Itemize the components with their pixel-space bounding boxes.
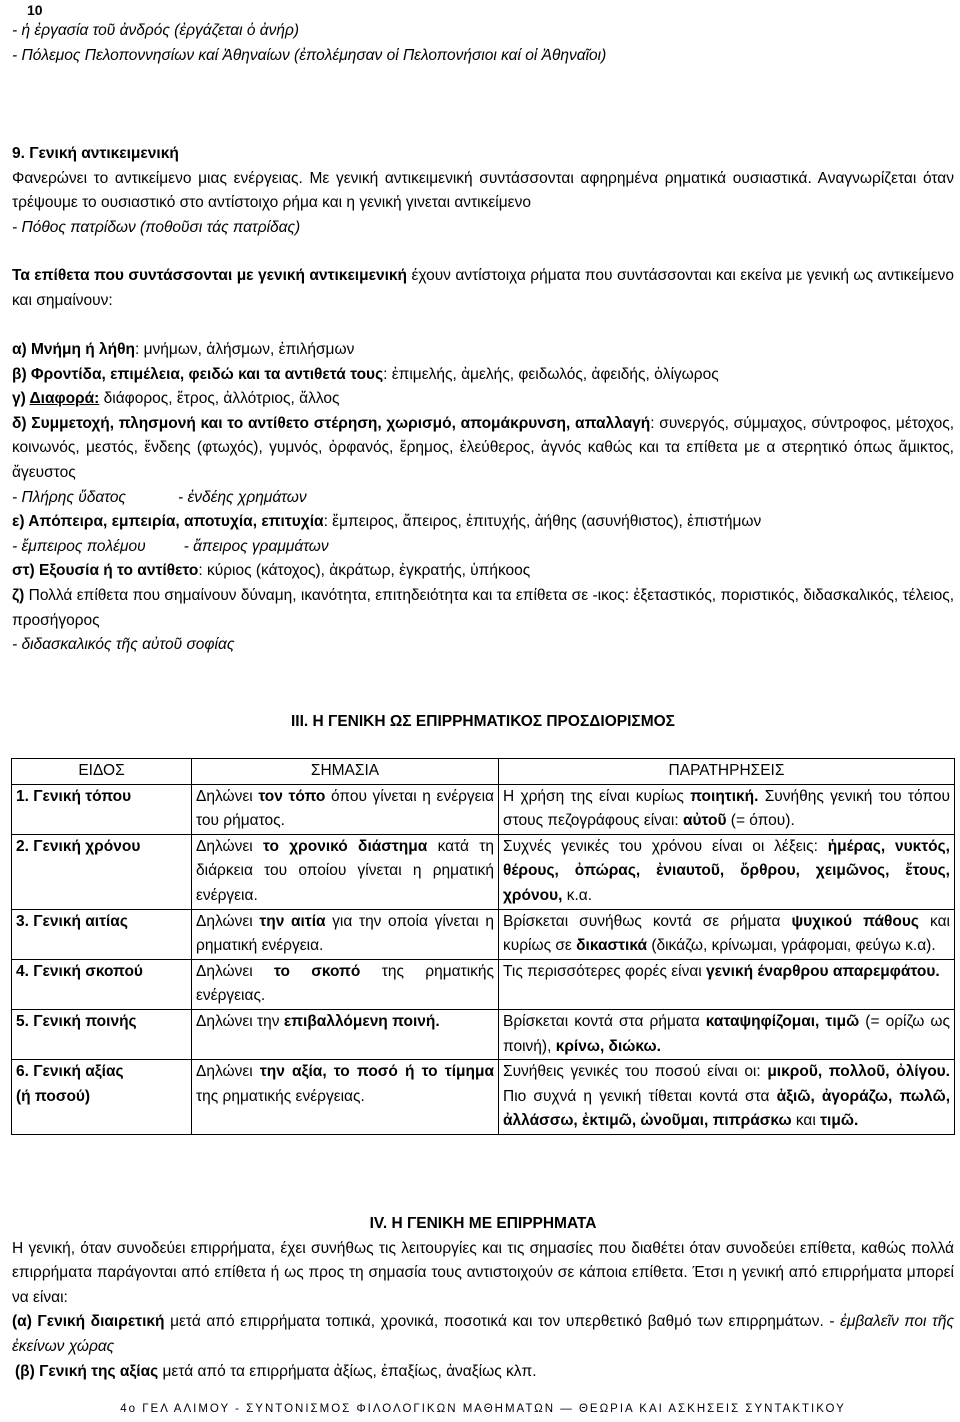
intro-examples xyxy=(12,19,954,68)
table-row xyxy=(12,909,955,959)
kind-cell: 6. Γενική αξίας (ή ποσού) xyxy=(12,1060,192,1135)
section-4-item-a-text: μετά από επιρρήματα τοπικά, χρονικά, ποσοτικά και τον υπερθετικό βαθμό των επιρρημάτων. - xyxy=(164,1313,841,1331)
item-e-label: ε) Απόπειρα, εμπειρία, αποτυχία, επιτυχία xyxy=(12,513,324,531)
item-d-examples xyxy=(12,486,954,511)
table-row xyxy=(12,834,955,909)
item-a-label: α) Μνήμη ή λήθη xyxy=(12,341,135,358)
item-d-label: δ) Συμμετοχή, πλησμονή και το αντίθετο στέρηση, χωρισμό, απομάκρυνση, απαλλαγή xyxy=(12,414,651,432)
adjectives-intro-bold: Τα επίθετα που συντάσσονται με γενική αντικειμενική xyxy=(12,267,407,284)
item-d-text: : συνεργός, σύμμαχος, σύντροφος, μέτοχος, κοινωνός, μεστός, ἔνδεης (φτωχός), γυμνός, ὀρφανός, ἔρημος, ἐλεύθερος, ἁγνός καθώς και τα επίθετα με α στερητικό όπως ἄμικτος, ἄγευστος xyxy=(12,414,955,481)
kind-cell: 2. Γενική χρόνου xyxy=(12,834,192,909)
section-4-item-b-text: μετά από τα επιρρήματα ἀξίως, ἐπαξίως, ἀναξίως κλπ. xyxy=(158,1362,537,1380)
item-z-example: - διδασκαλικός τῆς αὐτοῦ σοφίας xyxy=(12,636,235,654)
adjectives-block xyxy=(12,264,954,313)
item-z-label: ζ) xyxy=(12,586,25,604)
notes-cell: Βρίσκεται συνήθως κοντά σε ρήματα ψυχικού πάθους και κυρίως σε δικαστικά (δικάζω, κρίνωμαι, γράφομαι, φεύγω κ.α). xyxy=(499,909,955,959)
meaning-cell: Δηλώνει το σκοπό της ρηματικής ενέργειας. xyxy=(192,959,499,1009)
section-4-item-a-label: (α) Γενική διαιρετική xyxy=(12,1313,165,1331)
section-9 xyxy=(12,142,954,240)
adjectives-intro-rest: έχουν αντίστοιχα ρήματα που συντάσσονται και εκείνα με γενική ως αντικείμενο και σημαίνουν: xyxy=(12,267,954,309)
table-row xyxy=(12,959,955,1009)
item-e-examples xyxy=(12,535,954,560)
notes-cell: Συνήθεις γενικές του ποσού είναι οι: μικροῦ, πολλοῦ, ὀλίγου. Πιο συχνά η γενική τίθεται κοντά στα ἀξιῶ, ἀγοράζω, πωλῶ, ἀλλάσσω, ἐκτιμῶ, ὠνοῦμαι, πιπράσκω και τιμῶ. xyxy=(499,1060,955,1135)
kind-cell: 1. Γενική τόπου xyxy=(12,784,192,834)
notes-cell: Τις περισσότερες φορές είναι γενική έναρθρου απαρεμφάτου. xyxy=(499,959,955,1009)
section-4-title: IV. Η ΓΕΝΙΚΗ ΜΕ ΕΠΙΡΡΗΜΑΤΑ xyxy=(369,1215,597,1232)
meaning-cell: Δηλώνει την επιβαλλόμενη ποινή. xyxy=(192,1009,499,1059)
section-4-item-b-label: (β) Γενική της αξίας xyxy=(15,1362,159,1380)
section-4-body: Η γενική, όταν συνοδεύει επιρρήματα, έχει συνήθως τις λειτουργίες και τις σημασίες που διαθέτει όταν συνοδεύει επίθετα, καθώς πολλά επιρρήματα παράγονται από επίθετα ή ως προς τη σημασία τους αντιστοιχούν σε κάποια επίθετα. Έτσι η γενική από επιρρήματα μπορεί να είναι: xyxy=(12,1239,954,1306)
example-line: - ἡ ἐργασία τοῦ ἀνδρός (ἐργάζεται ὁ ἀνήρ) xyxy=(12,22,299,39)
table-header-cell: ΕΙΔΟΣ xyxy=(12,759,192,785)
genitive-table xyxy=(11,758,955,1135)
meaning-cell: Δηλώνει το χρονικό διάστημα κατά τη διάρκεια του οποίου γίνεται η ρηματική ενέργεια. xyxy=(192,834,499,909)
section-9-title: 9. Γενική αντικειμενική xyxy=(12,145,179,162)
item-a-text: : μνήμων, ἀλήσμων, ἐπιλήσμων xyxy=(134,341,355,358)
item-e xyxy=(12,510,954,535)
page-footer: 4ο ΓΕΛ ΑΛΙΜΟΥ - ΣΥΝΤΟΝΙΣΜΟΣ ΦΙΛΟΛΟΓΙΚΩΝ ΜΑΘΗΜΑΤΩΝ — ΘΕΩΡΙΑ ΚΑΙ ΑΣΚΗΣΕΙΣ ΣΥΝΤΑΚΤΙΚΟΥ xyxy=(120,1403,846,1415)
section-4-item-a-example: ἐμβαλεῖν ποι τῆς ἐκείνων χώρας xyxy=(12,1313,955,1355)
item-z-text: Πολλά επίθετα που σημαίνουν δύναμη, ικανότητα, επιτηδειότητα και τα επίθετα σε -ικος: ἐξεταστικός, ποριστικός, διδασκαλικός, τέλειος, προσήγορος xyxy=(12,586,954,629)
item-e-text: : ἔμπειρος, ἄπειρος, ἐπιτυχής, ἀήθης (ασυνήθιστος), ἐπιστήμων xyxy=(323,513,762,531)
table-row xyxy=(12,784,955,834)
meaning-cell: Δηλώνει την αιτία για την οποία γίνεται η ρηματική ενέργεια. xyxy=(192,909,499,959)
item-e-example-2: - ἄπειρος γραμμάτων xyxy=(183,537,329,555)
item-d xyxy=(12,412,954,486)
notes-cell: Η χρήση της είναι κυρίως ποιητική. Συνήθης γενική του τόπου στους πεζογράφους είναι: αὐτοῦ (= όπου). xyxy=(499,784,955,834)
item-st-label: στ) Εξουσία ή το αντίθετο xyxy=(12,562,199,580)
kind-cell: 5. Γενική ποινής xyxy=(12,1009,192,1059)
section-4 xyxy=(12,1212,954,1384)
kind-cell: 4. Γενική σκοπού xyxy=(12,959,192,1009)
section-4-item-b xyxy=(12,1360,954,1385)
item-b-label: β) Φροντίδα, επιμέλεια, φειδώ και τα αντιθετά τους xyxy=(12,365,384,383)
item-d-example-1: - Πλήρης ὕδατος xyxy=(12,488,126,506)
table-header-row xyxy=(12,759,955,785)
notes-cell: Βρίσκεται κοντά στα ρήματα καταψηφίζομαι, τιμῶ (= ορίζω ως ποινή), κρίνω, διώκω. xyxy=(499,1009,955,1059)
item-z xyxy=(12,584,954,633)
item-e-example-1: - ἔμπειρος πολέμου xyxy=(12,537,146,555)
page-number: 10 xyxy=(27,2,43,18)
table-row xyxy=(12,1060,955,1135)
section-9-example: - Πόθος πατρίδων (ποθοῦσι τάς πατρίδας) xyxy=(12,218,301,236)
section-3-title: ΙΙΙ. Η ΓΕΝΙΚΗ ΩΣ ΕΠΙΡΡΗΜΑΤΙΚΟΣ ΠΡΟΣΔΙΟΡΙΣΜΟΣ xyxy=(291,713,675,730)
item-b xyxy=(12,363,954,388)
adjectives-list xyxy=(12,338,954,658)
meaning-cell: Δηλώνει τον τόπο όπου γίνεται η ενέργεια του ρήματος. xyxy=(192,784,499,834)
example-line: - Πόλεμος Πελοποννησίων καί Ἀθηναίων (ἐπολέμησαν οἱ Πελοπονήσιοι καί οἱ Ἀθηναῖοι) xyxy=(12,46,607,64)
item-st xyxy=(12,559,954,584)
item-g-label: γ) xyxy=(12,390,30,408)
table-header-cell: ΣΗΜΑΣΙΑ xyxy=(192,759,499,785)
item-a xyxy=(12,338,954,363)
section-4-item-a xyxy=(12,1310,954,1359)
kind-cell: 3. Γενική αιτίας xyxy=(12,909,192,959)
meaning-cell: Δηλώνει την αξία, το ποσό ή το τίμημα της ρηματικής ενέργειας. xyxy=(192,1060,499,1135)
item-b-text: : ἐπιμελής, ἀμελής, φειδωλός, ἀφειδής, ὀλίγωρος xyxy=(383,365,719,383)
item-g xyxy=(12,387,954,412)
table-header-cell: ΠΑΡΑΤΗΡΗΣΕΙΣ xyxy=(499,759,955,785)
notes-cell: Συχνές γενικές του χρόνου είναι οι λέξεις: ἡμέρας, νυκτός, θέρους, ὀπώρας, ἐνιαυτοῦ, ὄρθρου, χειμῶνος, ἔτους, χρόνου, κ.α. xyxy=(499,834,955,909)
adjectives-intro xyxy=(12,264,954,313)
item-g-text: διάφορος, ἕτρος, ἀλλότριος, ἄλλος xyxy=(99,390,340,408)
table-row xyxy=(12,1009,955,1059)
item-st-text: : κύριος (κάτοχος), ἀκράτωρ, ἐγκρατής, ὑπήκοος xyxy=(198,562,531,580)
item-g-label-underlined: Διαφορά: xyxy=(29,390,100,408)
item-d-example-2: - ἐνδέης χρημάτων xyxy=(177,488,307,506)
section-9-body: Φανερώνει το αντικείμενο μιας ενέργειας. Με γενική αντικειμενική συντάσσονται αφηρημένα ρηματικά ουσιαστικά. Αναγνωρίζεται όταν τρέψουμε το ουσιαστικό στο αντίστοιχο ρήμα και η γενική γινεται αντικείμενο xyxy=(12,169,954,212)
